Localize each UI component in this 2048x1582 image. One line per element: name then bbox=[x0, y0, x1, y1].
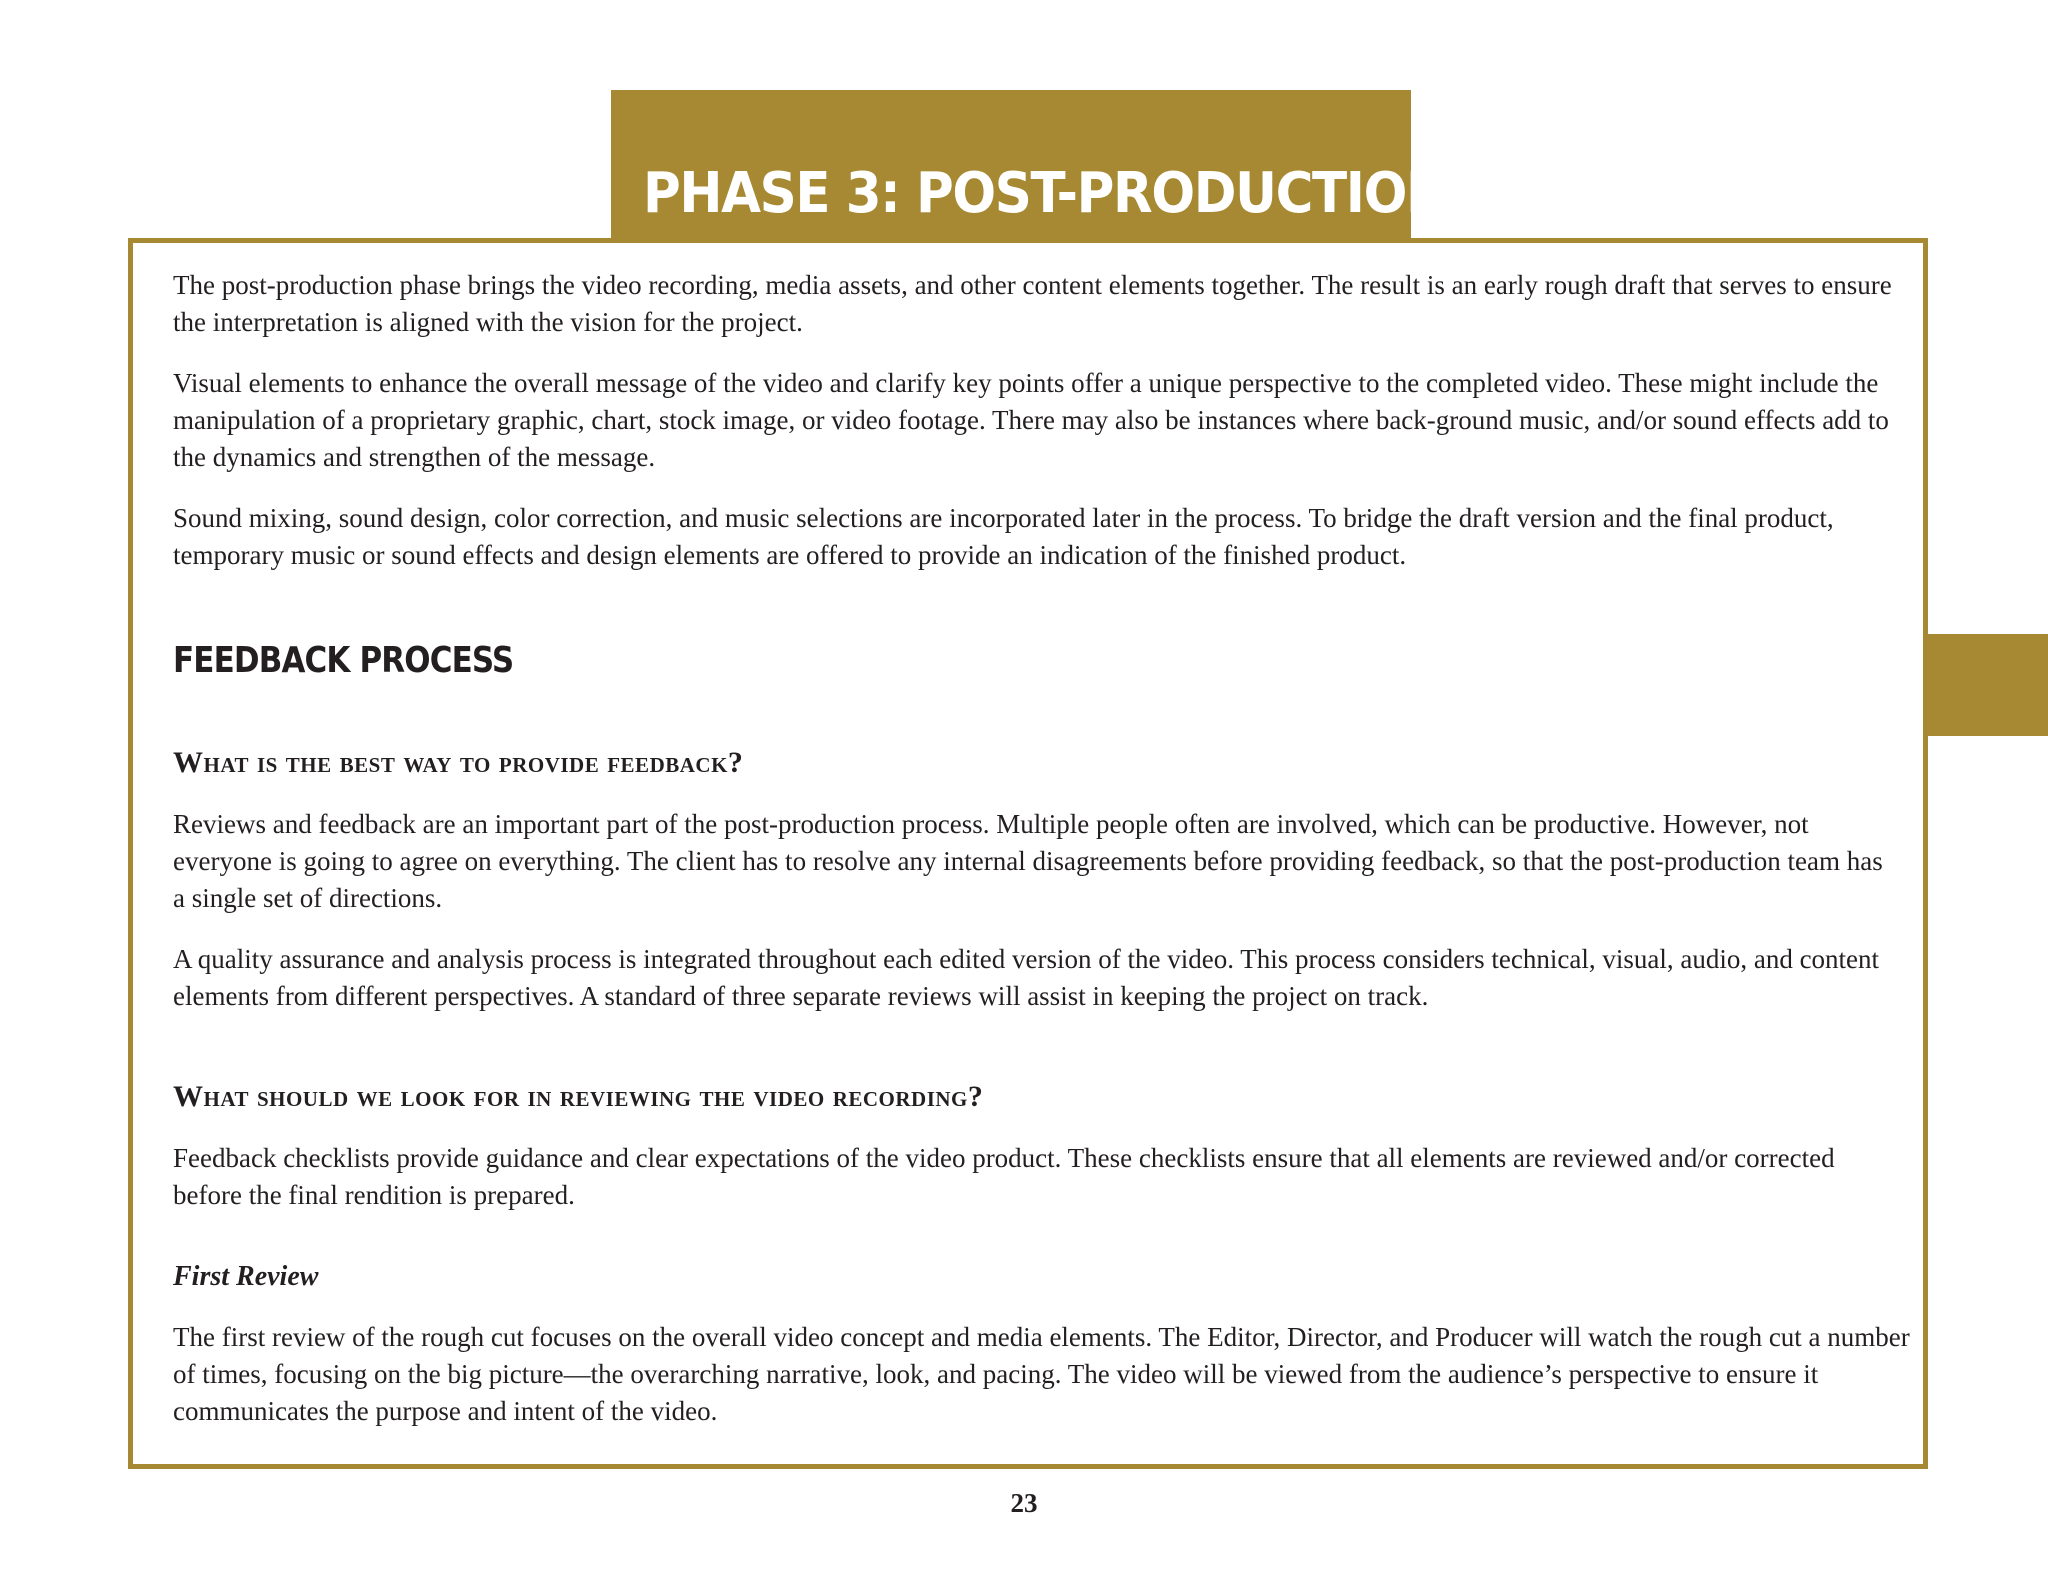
title-banner bbox=[611, 90, 1448, 242]
content-frame bbox=[128, 238, 1928, 1469]
section-heading: FEEDBACK PROCESS bbox=[173, 640, 514, 681]
section-side-tab bbox=[1928, 634, 2048, 736]
intro-paragraph: Sound mixing, sound design, color correction, and music selections are incorporated later in the process. To bridge the draft version and the final product, temporary music or sound effects and design elements are offered to provide an indication of the finished product. bbox=[173, 503, 1834, 570]
body-paragraph: The first review of the rough cut focuses on the overall video concept and media elements. The Editor, Director, and Producer will watch the rough cut a number of times, focusing on the big picture—the overarching narrative, look, and pacing. The video will be viewed from the audience’s perspective to ensure it communicates the purpose and intent of the video. bbox=[173, 1322, 1910, 1426]
minor-heading: First Review bbox=[173, 1261, 319, 1292]
page-title: PHASE 3: POST-PRODUCTION bbox=[643, 161, 1448, 226]
subsection-heading: What is the best way to provide feedback? bbox=[173, 746, 744, 779]
body-paragraph: Reviews and feedback are an important part of the post-production process. Multiple people often are involved, which can be productive. However, not everyone is going to agree on everything. The client has to resolve any internal disagreements before providing feedback, so that the post-production team has a single set of directions. bbox=[173, 809, 1883, 913]
page-number: 23 bbox=[1010, 1488, 1038, 1518]
body-paragraph: Feedback checklists provide guidance and clear expectations of the video product. These checklists ensure that all elements are reviewed and/or corrected before the final rendition is prepared. bbox=[173, 1143, 1835, 1210]
subsection-heading: What should we look for in reviewing the video recording? bbox=[173, 1080, 984, 1113]
body-paragraph: A quality assurance and analysis process is integrated throughout each edited version of the video. This process considers technical, visual, audio, and content elements from different perspectives. A standard of three separate reviews will assist in keeping the project on track. bbox=[173, 944, 1880, 1011]
intro-paragraph: Visual elements to enhance the overall message of the video and clarify key points offer a unique perspective to the completed video. These might include the manipulation of a proprietary graphic, chart, stock image, or video footage. There may also be instances where back-ground music, and/or sound effects add to the dynamics and strengthen of the message. bbox=[173, 368, 1889, 472]
intro-paragraph: The post-production phase brings the video recording, media assets, and other content elements together. The result is an early rough draft that serves to ensure the interpretation is aligned with the vision for the project. bbox=[173, 270, 1892, 337]
